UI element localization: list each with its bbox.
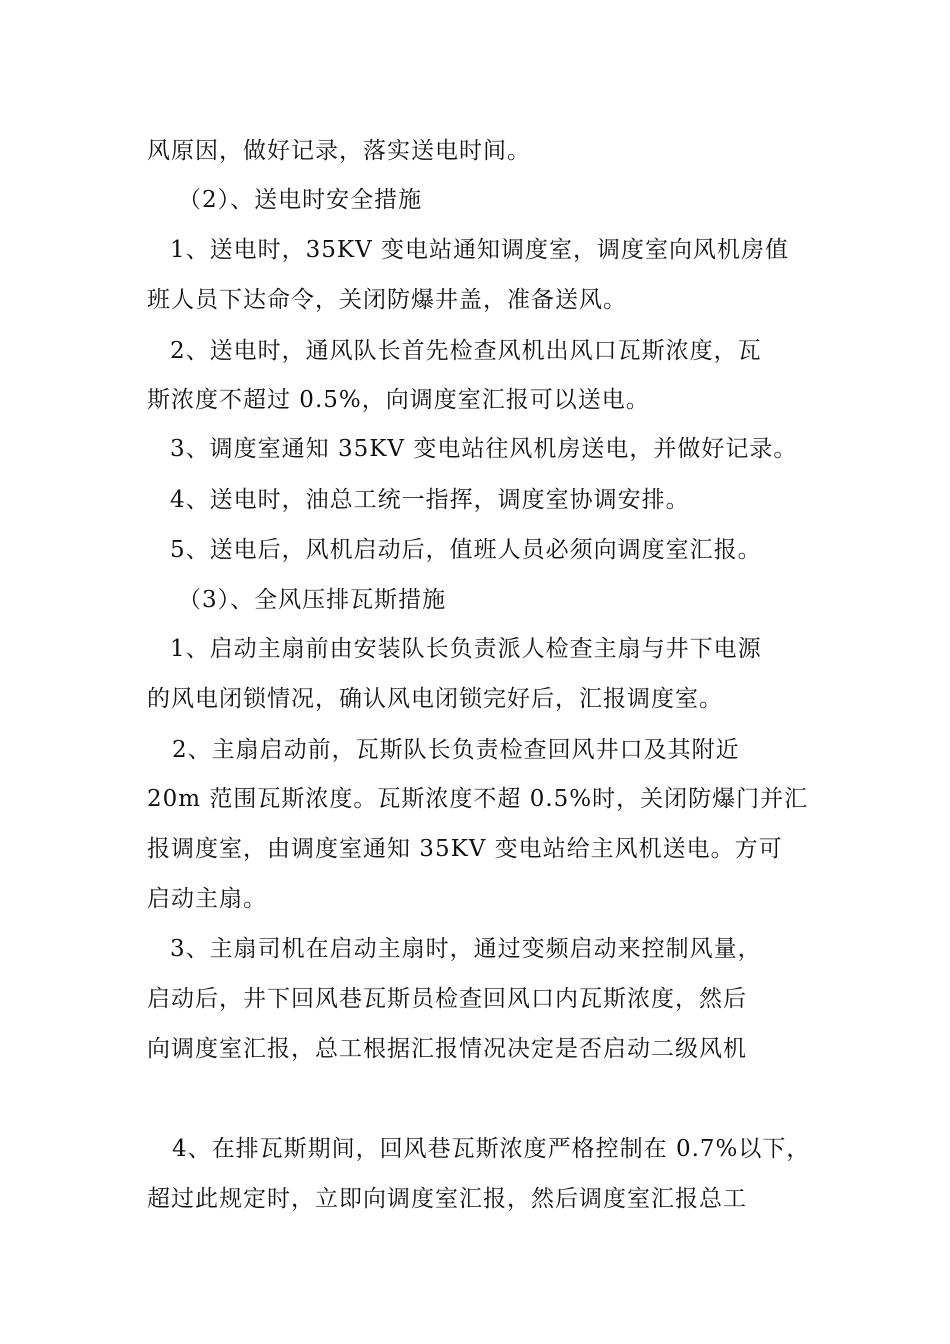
paragraph-line: 启动后，井下回风巷瓦斯员检查回风口内瓦斯浓度，然后 xyxy=(147,986,747,1012)
paragraph-line: 向调度室汇报，总工根据汇报情况决定是否启动二级风机 xyxy=(147,1036,747,1062)
paragraph-line: 2、主扇启动前，瓦斯队长负责检查回风井口及其附近 xyxy=(172,737,740,763)
paragraph-line: 的风电闭锁情况，确认风电闭锁完好后，汇报调度室。 xyxy=(147,686,723,712)
paragraph-line: 4、送电时，油总工统一指挥，调度室协调安排。 xyxy=(170,487,690,513)
paragraph-line: 3、调度室通知 35KV 变电站往风机房送电，并做好记录。 xyxy=(170,436,798,462)
paragraph-line: 报调度室，由调度室通知 35KV 变电站给主风机送电。方可 xyxy=(147,836,783,862)
paragraph-line: 1、启动主扇前由安装队长负责派人检查主扇与井下电源 xyxy=(170,636,762,662)
section-heading: （2）、送电时安全措施 xyxy=(178,187,423,213)
paragraph-line: 5、送电后，风机启动后，值班人员必须向调度室汇报。 xyxy=(170,537,762,563)
paragraph-line: 班人员下达命令，关闭防爆井盖，准备送风。 xyxy=(147,287,627,313)
paragraph-line: 斯浓度不超过 0.5%，向调度室汇报可以送电。 xyxy=(147,387,650,413)
paragraph-line: 3、主扇司机在启动主扇时，通过变频启动来控制风量， xyxy=(170,936,762,962)
paragraph-line: 风原因，做好记录，落实送电时间。 xyxy=(147,138,531,164)
section-heading: （3）、全风压排瓦斯措施 xyxy=(178,587,447,613)
paragraph-line: 超过此规定时，立即向调度室汇报，然后调度室汇报总工 xyxy=(147,1186,747,1212)
paragraph-line: 1、送电时，35KV 变电站通知调度室，调度室向风机房值 xyxy=(170,237,790,263)
paragraph-line: 20m 范围瓦斯浓度。瓦斯浓度不超 0.5%时，关闭防爆门并汇 xyxy=(147,786,809,812)
paragraph-line: 4、在排瓦斯期间，回风巷瓦斯浓度严格控制在 0.7%以下， xyxy=(172,1136,811,1162)
paragraph-line: 2、送电时，通风队长首先检查风机出风口瓦斯浓度，瓦 xyxy=(170,338,762,364)
paragraph-line: 启动主扇。 xyxy=(147,886,267,912)
